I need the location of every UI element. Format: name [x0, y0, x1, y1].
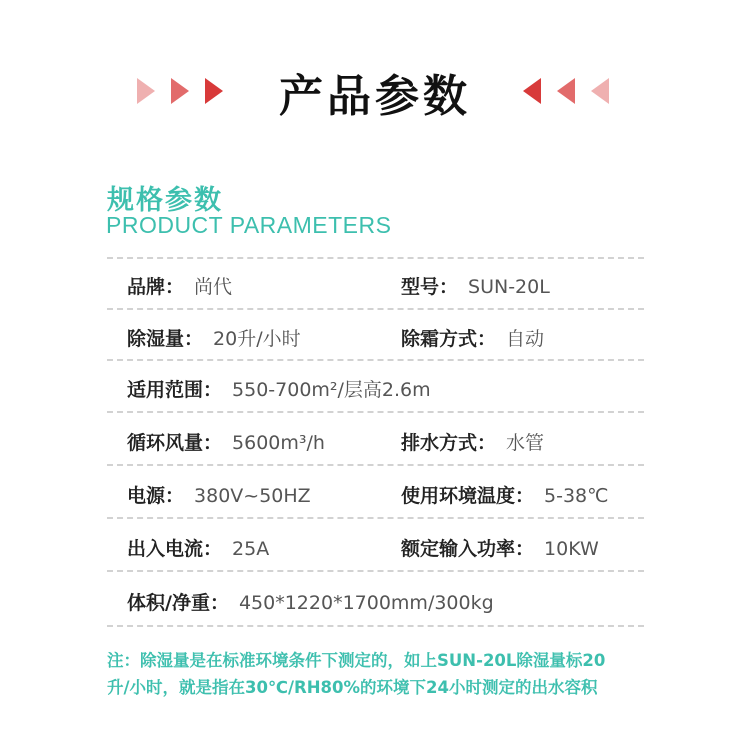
footnote-line-2: 升/小时，就是指在30℃/RH80%的环境下24小时测定的出水容积: [107, 678, 598, 697]
spec-value: 20升/小时: [213, 328, 301, 350]
spec-key: 适用范围：: [127, 379, 223, 401]
divider: [107, 464, 644, 466]
section-title-cn: 规格参数: [107, 185, 223, 216]
spec-drain: [401, 428, 544, 455]
spec-value: 10KW: [544, 538, 599, 560]
spec-model: [401, 272, 550, 299]
spec-key: 电源：: [127, 485, 185, 507]
spec-value: 水管: [506, 432, 545, 454]
right-arrows-decoration: [523, 78, 613, 104]
divider: [107, 359, 644, 361]
spec-airflow: [127, 428, 325, 455]
spec-defrost: [401, 324, 544, 351]
spec-value: 25A: [232, 538, 270, 560]
spec-key: 型号：: [401, 276, 459, 298]
spec-power-supply: [127, 481, 311, 508]
divider: [107, 308, 644, 310]
spec-current: [127, 534, 269, 561]
spec-value: 450*1220*1700mm/300kg: [238, 592, 494, 614]
spec-key: 品牌：: [127, 276, 185, 298]
spec-env-temp: [401, 481, 608, 508]
spec-key: 额定输入功率：: [401, 538, 535, 560]
divider: [107, 517, 644, 519]
divider: [107, 411, 644, 413]
spec-value: SUN-20L: [468, 276, 550, 298]
arrow-left-icon: [557, 78, 575, 104]
section-title-en: PRODUCT PARAMETERS: [106, 212, 392, 238]
spec-key: 使用环境温度：: [401, 485, 535, 507]
spec-key: 除湿量：: [127, 328, 204, 350]
spec-value: 550-700m²/层高2.6m: [232, 379, 431, 401]
spec-brand: [127, 272, 232, 299]
spec-key: 排水方式：: [401, 432, 497, 454]
page-title: 产品参数: [279, 71, 471, 122]
spec-dehumidify: [127, 324, 301, 351]
arrow-left-icon: [523, 78, 541, 104]
spec-key: 体积/净重：: [127, 592, 229, 614]
spec-value: 自动: [506, 328, 545, 350]
divider: [107, 625, 644, 627]
footnote: [107, 647, 647, 701]
spec-value: 380V~50HZ: [194, 485, 311, 507]
page-header: [0, 52, 750, 128]
spec-value: 5-38℃: [544, 485, 609, 507]
spec-range: [127, 375, 431, 402]
spec-key: 出入电流：: [127, 538, 223, 560]
spec-value: 5600m³/h: [232, 432, 325, 454]
spec-value: 尚代: [194, 276, 233, 298]
spec-key: 除霜方式：: [401, 328, 497, 350]
spec-key: 循环风量：: [127, 432, 223, 454]
spec-rated-power: [401, 534, 599, 561]
spec-size-weight: [127, 588, 494, 615]
divider: [107, 257, 644, 259]
footnote-line-1: 注：除湿量是在标准环境条件下测定的，如上SUN-20L除湿量标20: [107, 651, 606, 670]
divider: [107, 570, 644, 572]
arrow-left-icon: [591, 78, 609, 104]
